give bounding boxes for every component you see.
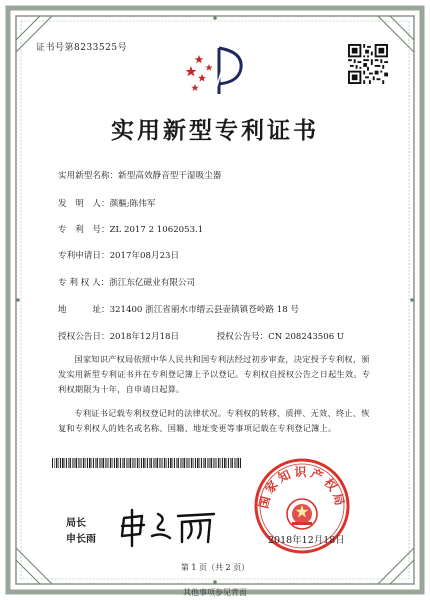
field-value: 新型高效静音型干湿吸尘器 [118,171,222,181]
patent-office-emblem [183,44,247,98]
field-label: 发 明 人： [58,199,110,209]
field-value: 颜樞;陈伟军 [109,199,156,209]
field-value: 浙江东亿磁业有限公司 [109,278,196,288]
field-value: 321400 浙江省丽水市缙云县壶镇镇苍岭路 18 号 [109,305,300,315]
field-utility-model-name [58,169,221,181]
field-address [58,303,299,315]
field-patentee [58,276,195,288]
certificate-body-paragraph-1: 国家知识产权局依照中华人民共和国专利法经过初步审查，决定授予专利权，颁发实用新型专利证书并在专利登记簿上予以登记。专利权自授权公告之日起生效。专利权期限为十年，自申请日起算。 [58,354,371,394]
field-grant [58,330,344,342]
svg-text:国家知识产权局: 国家知识产权局 [256,465,348,510]
qr-code [348,44,388,84]
barcode [52,458,242,468]
grant-pub-label: 授权公告号： [216,332,269,342]
field-label: 专利申请日： [58,251,110,261]
field-label: 专 利 号： [58,225,110,235]
director-title: 局长 [66,518,86,529]
field-label: 实用新型名称： [58,171,119,181]
grant-date-label: 授权公告日： [58,332,110,342]
page-number: 第 1 页（共 2 页） [180,563,250,572]
certificate-title: 实用新型专利证书 [111,117,319,144]
field-patent-number [58,223,203,235]
back-note: 其他事项参见背面 [183,588,247,597]
director-signature [118,508,228,548]
field-value: ZL 2017 2 1062053.1 [109,225,204,235]
field-label: 专 利 权 人： [58,278,110,288]
seal-date: 2018年12月18日 [268,535,345,546]
field-application-date [58,249,179,261]
certificate-body-paragraph-2: 专利证书记载专利权登记时的法律状况。专利权的转移、质押、无效、终止、恢复和专利权人的姓名或名称、国籍、地址变更等事项记载在专利登记簿上。 [58,408,370,433]
field-value: 2017年08月23日 [109,251,180,261]
field-inventor [58,197,155,209]
grant-date-value: 2018年12月18日 [109,332,180,342]
grant-pub-value: CN 208243506 U [268,332,345,342]
director-name: 申长雨 [66,534,96,545]
certificate-number: 证书号第8233525号 [36,43,128,53]
field-label: 地 址： [58,305,110,315]
